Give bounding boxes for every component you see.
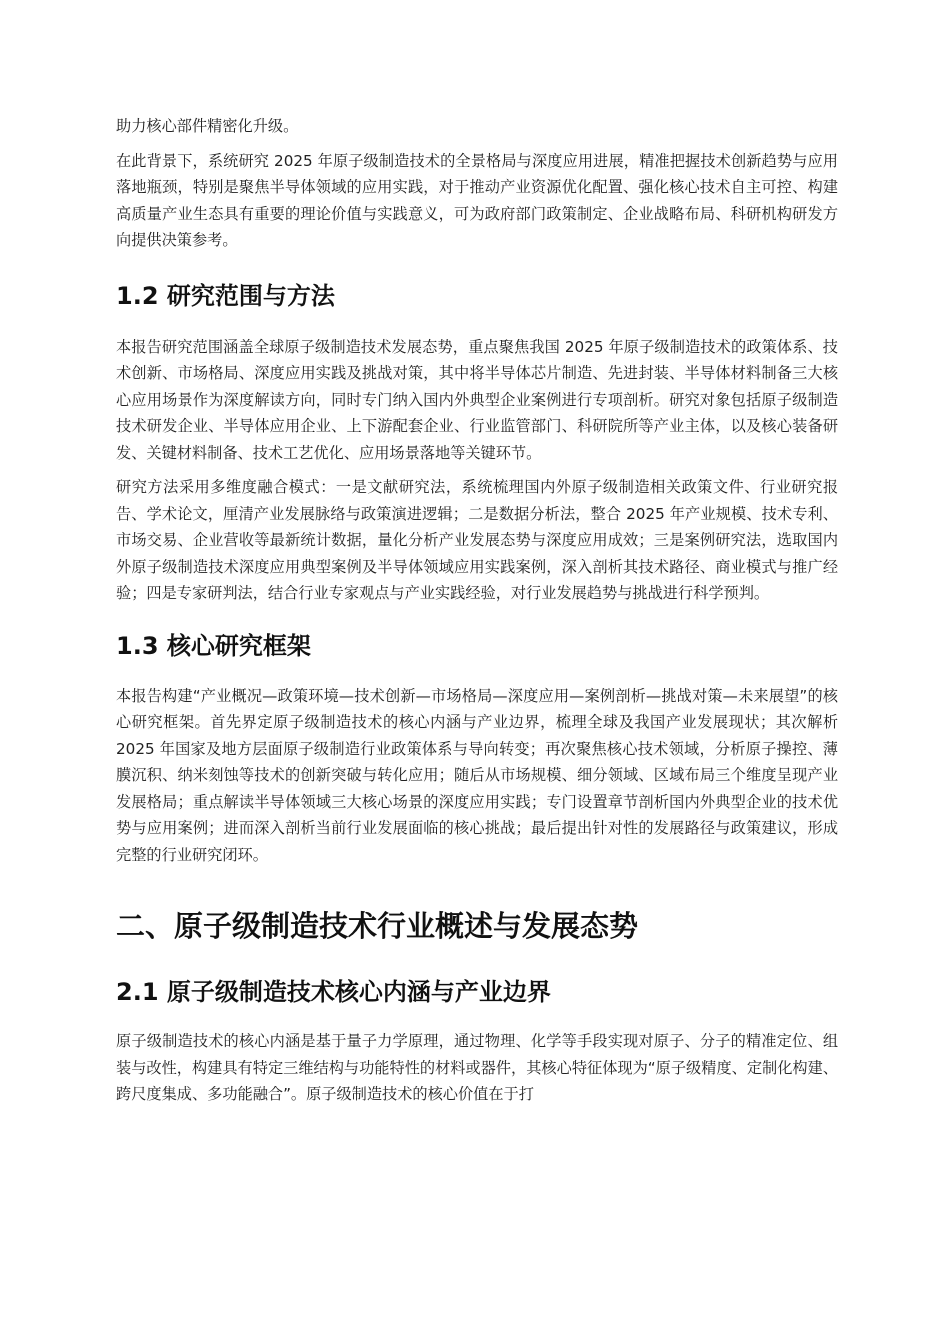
chapter-heading-2: 二、原子级制造技术行业概述与发展态势 [116, 909, 639, 943]
paragraph-scope: 本报告研究范围涵盖全球原子级制造技术发展态势，重点聚焦我国 2025 年原子级制造技术的政策体系、技术创新、市场格局、深度应用实践及挑战对策，其中将半导体芯片制造、先进封装、半导体材料制备三大核心应用场景作为深度解读方向，同时专门纳入国内外典型企业案例进行专项剖析。研究对象包括原子级制造技术研发企业、半导体应用企业、上下游配套企业、行业监管部门、科研院所等产业主体，以及核心装备研发、关键材料制备、技术工艺优化、应用场景落地等关键环节。 [116, 337, 838, 462]
paragraph-background: 在此背景下，系统研究 2025 年原子级制造技术的全景格局与深度应用进展，精准把握技术创新趋势与应用落地瓶颈，特别是聚焦半导体领域的应用实践，对于推动产业资源优化配置、强化核心技术自主可控、构建高质量产业生态具有重要的理论价值与实践意义，可为政府部门政策制定、企业战略布局、科研机构研发方向提供决策参考。 [116, 151, 838, 249]
section-heading-1-2: 1.2 研究范围与方法 [116, 281, 335, 310]
section-heading-1-3: 1.3 核心研究框架 [116, 631, 311, 660]
paragraph-framework: 本报告构建“产业概况—政策环境—技术创新—市场格局—深度应用—案例剖析—挑战对策—未来展望”的核心研究框架。首先界定原子级制造技术的核心内涵与产业边界，梳理全球及我国产业发展现状；其次解析 2025 年国家及地方层面原子级制造行业政策体系与导向转变；再次聚焦核心技术领域，分析原子操控、薄膜沉积、纳米刻蚀等技术的创新突破与转化应用；随后从市场规模、细分领域、区域布局三个维度呈现产业发展格局；重点解读半导体领域三大核心场景的深度应用实践；专门设置章节剖析国内外典型企业的技术优势与应用案例；进而深入剖析当前行业发展面临的核心挑战；最后提出针对性的发展路径与政策建议，形成完整的行业研究闭环。 [116, 686, 838, 864]
paragraph-definition: 原子级制造技术的核心内涵是基于量子力学原理，通过物理、化学等手段实现对原子、分子的精准定位、组装与改性，构建具有特定三维结构与功能特性的材料或器件，其核心特征体现为“原子级精度、定制化构建、跨尺度集成、多功能融合”。原子级制造技术的核心价值在于打 [116, 1032, 838, 1103]
section-heading-2-1: 2.1 原子级制造技术核心内涵与产业边界 [116, 978, 551, 1006]
paragraph-intro-tail: 助力核心部件精密化升级。 [116, 117, 299, 135]
paragraph-methods: 研究方法采用多维度融合模式：一是文献研究法，系统梳理国内外原子级制造相关政策文件、行业研究报告、学术论文，厘清产业发展脉络与政策演进逻辑；二是数据分析法，整合 2025 年产业规模、技术专利、市场交易、企业营收等最新统计数据，量化分析产业发展态势与深度应用成效；三是案例研究法，选取国内外原子级制造技术深度应用典型案例及半导体领域应用实践案例，深入剖析其技术路径、商业模式与推广经验；四是专家研判法，结合行业专家观点与产业实践经验，对行业发展趋势与挑战进行科学预判。 [116, 478, 838, 602]
document-page [116, 113, 838, 1108]
